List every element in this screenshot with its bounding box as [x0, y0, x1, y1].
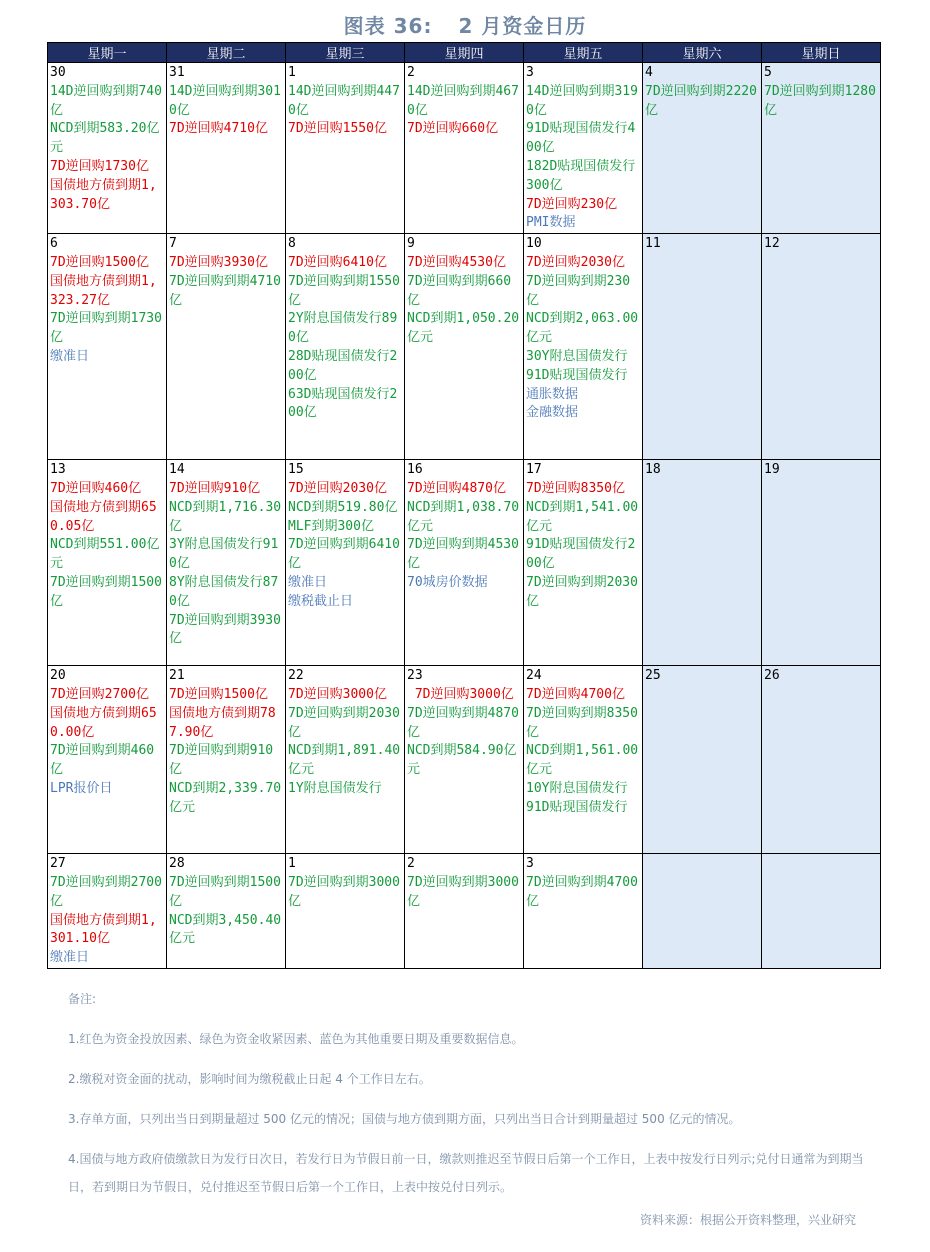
day-number: 16: [407, 462, 423, 478]
day-number: 3: [526, 65, 534, 80]
calendar-event: 国债地方债到期650.05亿: [50, 499, 157, 534]
calendar-day-cell: [48, 854, 167, 969]
calendar-event: 7D逆回购到期8350亿: [526, 705, 638, 740]
calendar-event: 7D逆回购4530亿: [407, 254, 506, 270]
note-item: 2.缴税对资金面的扰动，影响时间为缴税截止日起 4 个工作日左右。: [68, 1072, 431, 1086]
calendar-event: NCD到期2,339.70亿元: [169, 780, 282, 815]
calendar-event: 国债地方债到期1,323.27亿: [50, 273, 157, 308]
day-number: 21: [169, 668, 185, 684]
day-number: 12: [764, 236, 780, 252]
calendar-day-cell: [167, 854, 286, 969]
calendar-event: 缴税截止日: [288, 593, 354, 609]
calendar-day-cell: [762, 854, 881, 969]
calendar-week-row: [48, 460, 881, 666]
calendar-event: 缴准日: [288, 574, 328, 590]
calendar-event: 8Y附息国债发行870亿: [169, 574, 279, 609]
calendar-day-cell: [524, 460, 643, 666]
calendar-event: 7D逆回购660亿: [407, 121, 499, 137]
day-number: 26: [764, 668, 780, 684]
weekday-header: 星期五: [524, 43, 643, 63]
calendar-event: 7D逆回购到期3930亿: [169, 612, 281, 647]
calendar-event: NCD到期1,038.70亿元: [407, 499, 520, 534]
calendar-event: 2Y附息国债发行890亿: [288, 311, 398, 346]
calendar-event: 7D逆回购到期3000亿: [288, 874, 400, 909]
note-item: 4.国债与地方政府债缴款日为发行日次日，若发行日为节假日前一日，缴款则推迟至节假日后第一个工作日，上表中按发行日列示;兑付日通常为到期当日，若到期日为节假日，兑付推迟至节假日后第一个工作日，上表中按兑付日列示。: [68, 1152, 864, 1194]
calendar-event: 7D逆回购到期4870亿: [407, 705, 519, 740]
calendar-day-cell: [405, 854, 524, 969]
calendar-day-cell: [762, 234, 881, 460]
weekday-header: 星期六: [643, 43, 762, 63]
calendar-day-cell: [524, 234, 643, 460]
calendar-event: 7D逆回购到期2030亿: [526, 574, 638, 609]
calendar-event: 14D逆回购到期4470亿: [288, 83, 400, 118]
calendar-event: NCD到期1,050.20亿元: [407, 311, 520, 346]
calendar-event: 国债地方债到期1,301.10亿: [50, 912, 157, 947]
calendar-event: 缴准日: [50, 950, 90, 966]
day-number: 1: [288, 856, 296, 872]
source-note: 资料来源：根据公开资料整理，兴业研究: [639, 1213, 856, 1227]
calendar-event: 14D逆回购到期740亿: [50, 83, 162, 118]
calendar-event: 7D逆回购到期2220亿: [645, 83, 757, 118]
calendar-event: NCD到期1,891.40亿元: [288, 743, 401, 778]
calendar-event: 182D贴现国债发行300亿: [526, 158, 636, 193]
weekday-header: 星期二: [167, 43, 286, 63]
calendar-event: NCD到期519.80亿: [288, 499, 398, 515]
calendar-day-cell: [524, 854, 643, 969]
calendar-event: 7D逆回购8350亿: [526, 480, 625, 496]
calendar-event: 7D逆回购230亿: [526, 196, 618, 212]
calendar-event: 7D逆回购到期1730亿: [50, 311, 162, 346]
calendar-day-cell: [167, 63, 286, 234]
day-number: 22: [288, 668, 304, 684]
calendar-day-cell: [643, 63, 762, 234]
calendar-event: 7D逆回购到期3000亿: [407, 874, 519, 909]
calendar-event: 7D逆回购2700亿: [50, 686, 149, 702]
day-number: 3: [526, 856, 534, 872]
calendar-event: 通胀数据: [526, 386, 579, 402]
day-number: 19: [764, 462, 780, 478]
calendar-day-cell: [286, 460, 405, 666]
calendar-event: NCD到期583.20亿元: [50, 121, 160, 156]
weekday-header-row: [48, 43, 881, 63]
calendar-event: 国债地方债到期650.00亿: [50, 705, 157, 740]
calendar-event: NCD到期3,450.40亿元: [169, 912, 282, 947]
calendar-event: 7D逆回购4710亿: [169, 121, 268, 137]
weekday-header: 星期日: [762, 43, 881, 63]
day-number: 17: [526, 462, 542, 478]
calendar-event: 7D逆回购460亿: [50, 480, 142, 496]
calendar-event: 14D逆回购到期4670亿: [407, 83, 519, 118]
calendar-day-cell: [524, 63, 643, 234]
calendar-event: 14D逆回购到期3190亿: [526, 83, 638, 118]
day-number: 11: [645, 236, 661, 252]
calendar-table: [47, 42, 881, 969]
calendar-event: 金融数据: [526, 405, 579, 421]
day-number: 9: [407, 236, 415, 252]
calendar-event: 91D贴现国债发行200亿: [526, 537, 636, 572]
calendar-event: 3Y附息国债发行910亿: [169, 537, 279, 572]
calendar-day-cell: [762, 460, 881, 666]
calendar-event: 7D逆回购4870亿: [407, 480, 506, 496]
day-number: 2: [407, 856, 415, 872]
calendar-event: NCD到期2,063.00亿元: [526, 311, 639, 346]
calendar-event: 国债地方债到期787.90亿: [169, 705, 276, 740]
calendar-event: 7D逆回购到期1500亿: [50, 574, 162, 609]
calendar-event: 7D逆回购3000亿: [407, 686, 514, 702]
calendar-event: 国债地方债到期1,303.70亿: [50, 177, 157, 212]
calendar-event: MLF到期300亿: [288, 518, 374, 534]
day-number: 18: [645, 462, 661, 478]
day-number: 14: [169, 462, 185, 478]
calendar-event: 7D逆回购1550亿: [288, 121, 387, 137]
calendar-event: 7D逆回购到期1500亿: [169, 874, 281, 909]
calendar-week-row: [48, 854, 881, 969]
calendar-day-cell: [286, 63, 405, 234]
calendar-day-cell: [48, 460, 167, 666]
calendar-event: 7D逆回购到期2700亿: [50, 874, 162, 909]
note-item: 3.存单方面，只列出当日到期量超过 500 亿元的情况；国债与地方债到期方面，只列出当日合计到期量超过 500 亿元的情况。: [68, 1112, 741, 1126]
calendar-event: 7D逆回购到期230亿: [526, 273, 631, 308]
calendar-week-row: [48, 234, 881, 460]
calendar-event: NCD到期1,561.00亿元: [526, 743, 639, 778]
calendar-day-cell: [643, 854, 762, 969]
day-number: 13: [50, 462, 66, 478]
calendar-event: 91D贴现国债发行: [526, 367, 628, 383]
day-number: 1: [288, 65, 296, 80]
calendar-event: 7D逆回购到期4530亿: [407, 537, 519, 572]
calendar-day-cell: [405, 460, 524, 666]
figure-label: 图表 36:: [343, 14, 433, 38]
calendar-event: PMI数据: [526, 215, 576, 231]
page-title: [0, 10, 930, 39]
calendar-event: 7D逆回购到期6410亿: [288, 537, 400, 572]
calendar-event: 7D逆回购到期4700亿: [526, 874, 638, 909]
calendar-event: 91D贴现国债发行: [526, 799, 628, 815]
calendar-event: 7D逆回购到期910亿: [169, 743, 274, 778]
calendar-day-cell: [167, 460, 286, 666]
weekday-header: 星期一: [48, 43, 167, 63]
day-number: 31: [169, 65, 185, 80]
calendar-event: 63D贴现国债发行200亿: [288, 386, 398, 421]
calendar-event: 7D逆回购到期1280亿: [764, 83, 876, 118]
weekday-header: 星期三: [286, 43, 405, 63]
calendar-day-cell: [643, 234, 762, 460]
calendar-day-cell: [524, 666, 643, 854]
calendar-event: 7D逆回购到期460亿: [50, 743, 155, 778]
day-number: 25: [645, 668, 661, 684]
day-number: 23: [407, 668, 423, 684]
calendar-event: 1Y附息国债发行: [288, 780, 382, 796]
day-number: 30: [50, 65, 66, 80]
calendar-event: 70城房价数据: [407, 574, 488, 590]
calendar-week-row: [48, 63, 881, 234]
calendar-day-cell: [405, 63, 524, 234]
calendar-day-cell: [762, 666, 881, 854]
notes-heading: 备注:: [68, 992, 97, 1006]
calendar-day-cell: [405, 234, 524, 460]
calendar-event: 7D逆回购910亿: [169, 480, 261, 496]
day-number: 7: [169, 236, 177, 252]
calendar-day-cell: [167, 666, 286, 854]
day-number: 4: [645, 65, 653, 80]
day-number: 2: [407, 65, 415, 80]
calendar-event: 28D贴现国债发行200亿: [288, 348, 398, 383]
calendar-week-row: [48, 666, 881, 854]
calendar-event: 7D逆回购6410亿: [288, 254, 387, 270]
day-number: 28: [169, 856, 185, 872]
calendar-day-cell: [405, 666, 524, 854]
notes-section: [68, 985, 868, 1201]
calendar-event: 7D逆回购4700亿: [526, 686, 625, 702]
calendar-day-cell: [643, 666, 762, 854]
calendar-day-cell: [286, 234, 405, 460]
figure-title: 2 月资金日历: [458, 14, 587, 38]
day-number: 5: [764, 65, 772, 80]
calendar-day-cell: [167, 234, 286, 460]
calendar-day-cell: [48, 63, 167, 234]
calendar-event: 7D逆回购1730亿: [50, 158, 149, 174]
calendar-event: NCD到期584.90亿元: [407, 743, 517, 778]
calendar-day-cell: [286, 854, 405, 969]
calendar-event: 7D逆回购2030亿: [526, 254, 625, 270]
calendar-event: 7D逆回购到期2030亿: [288, 705, 400, 740]
calendar-event: LPR报价日: [50, 780, 113, 796]
day-number: 6: [50, 236, 58, 252]
calendar-event: 10Y附息国债发行: [526, 780, 628, 796]
calendar-day-cell: [762, 63, 881, 234]
day-number: 8: [288, 236, 296, 252]
calendar-event: 7D逆回购3930亿: [169, 254, 268, 270]
calendar-day-cell: [48, 234, 167, 460]
day-number: 10: [526, 236, 542, 252]
calendar-event: 7D逆回购到期660亿: [407, 273, 512, 308]
day-number: 24: [526, 668, 542, 684]
calendar-event: 14D逆回购到期3010亿: [169, 83, 281, 118]
calendar-event: 缴准日: [50, 348, 90, 364]
calendar-event: 7D逆回购2030亿: [288, 480, 387, 496]
calendar-event: 7D逆回购到期1550亿: [288, 273, 400, 308]
calendar-event: 30Y附息国债发行: [526, 348, 628, 364]
calendar-day-cell: [48, 666, 167, 854]
note-item: 1.红色为资金投放因素、绿色为资金收紧因素、蓝色为其他重要日期及重要数据信息。: [68, 1032, 524, 1046]
day-number: 27: [50, 856, 66, 872]
weekday-header: 星期四: [405, 43, 524, 63]
calendar-event: 7D逆回购1500亿: [169, 686, 268, 702]
calendar-event: NCD到期551.00亿元: [50, 537, 160, 572]
day-number: 20: [50, 668, 66, 684]
calendar-event: 91D贴现国债发行400亿: [526, 121, 636, 156]
day-number: 15: [288, 462, 304, 478]
calendar-event: NCD到期1,541.00亿元: [526, 499, 639, 534]
calendar-event: 7D逆回购3000亿: [288, 686, 387, 702]
calendar-event: NCD到期1,716.30亿: [169, 499, 282, 534]
calendar-event: 7D逆回购1500亿: [50, 254, 149, 270]
calendar-event: 7D逆回购到期4710亿: [169, 273, 281, 308]
calendar-day-cell: [643, 460, 762, 666]
calendar-day-cell: [286, 666, 405, 854]
